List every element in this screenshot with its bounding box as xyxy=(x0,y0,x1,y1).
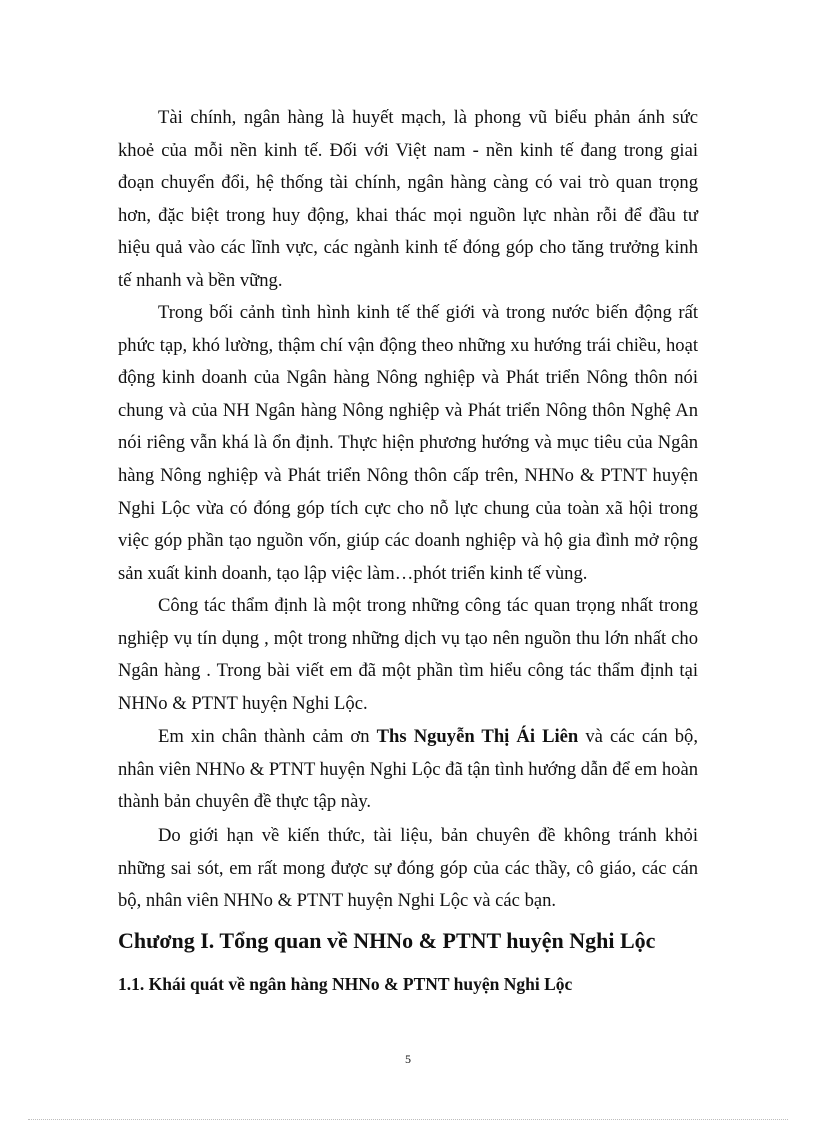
chapter-heading: Chương I. Tổng quan về NHNo & PTNT huyện Nghi Lộc xyxy=(118,928,656,953)
context-paragraph: Trong bối cảnh tình hình kinh tế thế giới và trong nước biến động rất phức tạp, khó lường, thậm chí vận động theo những xu hướng trái chiều, hoạt động kinh doanh của Ngân hàng Nông nghiệp và Phát triển Nông thôn nói chung và của NH Ngân hàng Nông nghiệp và Phát triển Nông thôn Nghệ An nói riêng vẫn khá là ổn định. Thực hiện phương hướng và mục tiêu của Ngân hàng Nông nghiệp và Phát triển Nông thôn cấp trên, NHNo & PTNT huyện Nghi Lộc vừa có đóng góp tích cực cho nỗ lực chung của toàn xã hội trong việc góp phần tạo nguồn vốn, giúp các doanh nghiệp và hộ gia đình mở rộng sản xuất kinh doanh, tạo lập việc làm…phót triển kinh tế vùng. xyxy=(118,302,698,584)
closing-paragraph: Do giới hạn về kiến thức, tài liệu, bản chuyên đề không tránh khỏi những sai sót, em rất mong được sự đóng góp của các thầy, cô giáo, các cán bộ, nhân viên NHNo & PTNT huyện Nghi Lộc và các bạn. xyxy=(118,825,698,912)
intro-paragraph: Tài chính, ngân hàng là huyết mạch, là phong vũ biểu phản ánh sức khoẻ của mỗi nền kinh tế. Đối với Việt nam - nền kinh tế đang trong giai đoạn chuyển đổi, hệ thống tài chính, ngân hàng càng có vai trò quan trọng hơn, đặc biệt trong huy động, khai thác mọi nguồn lực nhàn rỗi để đầu tư hiệu quả vào các lĩnh vực, các ngành kinh tế đóng góp cho tăng trưởng kinh tế nhanh và bền vững. xyxy=(118,107,698,291)
page-number: 5 xyxy=(405,1052,411,1066)
thanks-text-before: Em xin chân thành cảm ơn xyxy=(158,726,377,747)
section-heading: 1.1. Khái quát về ngân hàng NHNo & PTNT huyện Nghi Lộc xyxy=(118,974,573,994)
page-break-divider xyxy=(28,1119,788,1120)
appraisal-paragraph: Công tác thẩm định là một trong những công tác quan trọng nhất trong nghiệp vụ tín dụng , một trong những dịch vụ tạo nên nguồn thu lớn nhất cho Ngân hàng . Trong bài viết em đã một phần tìm hiểu công tác thẩm định tại NHNo & PTNT huyện Nghi Lộc. xyxy=(118,595,698,714)
advisor-name: Ths Nguyễn Thị Ái Liên xyxy=(376,726,579,747)
thanks-paragraph xyxy=(118,721,698,819)
thanks-text-after: và các cán bộ, nhân viên NHNo & PTNT huyện Nghi Lộc đã tận tình hướng dẫn để em hoàn thành bản chuyên đề thực tập này. xyxy=(118,726,699,813)
